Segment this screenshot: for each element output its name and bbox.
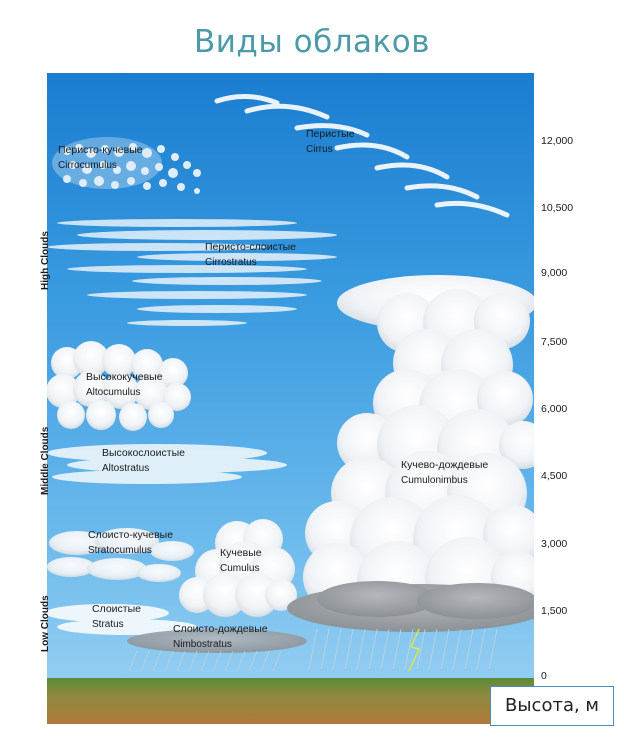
altitude-tick: 1,500: [541, 605, 568, 617]
cirrus-cloud: [217, 96, 507, 215]
label-cumulonimbus: Кучево-дождевые Cumulonimbus: [401, 459, 489, 486]
ground: [47, 678, 534, 724]
altitude-tick: 6,000: [541, 403, 568, 415]
label-cirrostratus: Перисто-слоистые Cirrostratus: [205, 241, 297, 268]
label-nimbostratus: Слоисто-дождевые Nimbostratus: [173, 623, 268, 650]
page-title: Виды облаков: [193, 24, 431, 60]
label-altostratus: Высокослоистые Altostratus: [102, 447, 185, 474]
label-cumulus: Кучевые Cumulus: [220, 547, 262, 574]
altitude-axis-label: Высота, м: [490, 686, 614, 726]
label-cirrocumulus: Перисто-кучевые Cirrocumulus: [58, 144, 143, 171]
cumulonimbus-rain: [309, 629, 497, 669]
altitude-tick: 4,500: [541, 470, 568, 482]
cirrostratus-cloud: [47, 219, 337, 326]
label-stratus: Слоистые Stratus: [92, 603, 141, 630]
altitude-tick: 9,000: [541, 267, 568, 279]
altitude-tick: 0: [541, 670, 547, 682]
altitude-tick: 7,500: [541, 336, 568, 348]
cumulonimbus-cloud: [303, 275, 534, 621]
label-stratocumulus: Слоисто-кучевые Stratocumulus: [88, 529, 174, 556]
label-altocumulus: Высококучевые Altocumulus: [86, 371, 163, 398]
altitude-tick: 3,000: [541, 538, 568, 550]
label-cirrus: Перистые Cirrus: [306, 128, 355, 155]
altitude-tick: 12,000: [541, 135, 574, 147]
altitude-tick: 10,500: [541, 202, 574, 214]
